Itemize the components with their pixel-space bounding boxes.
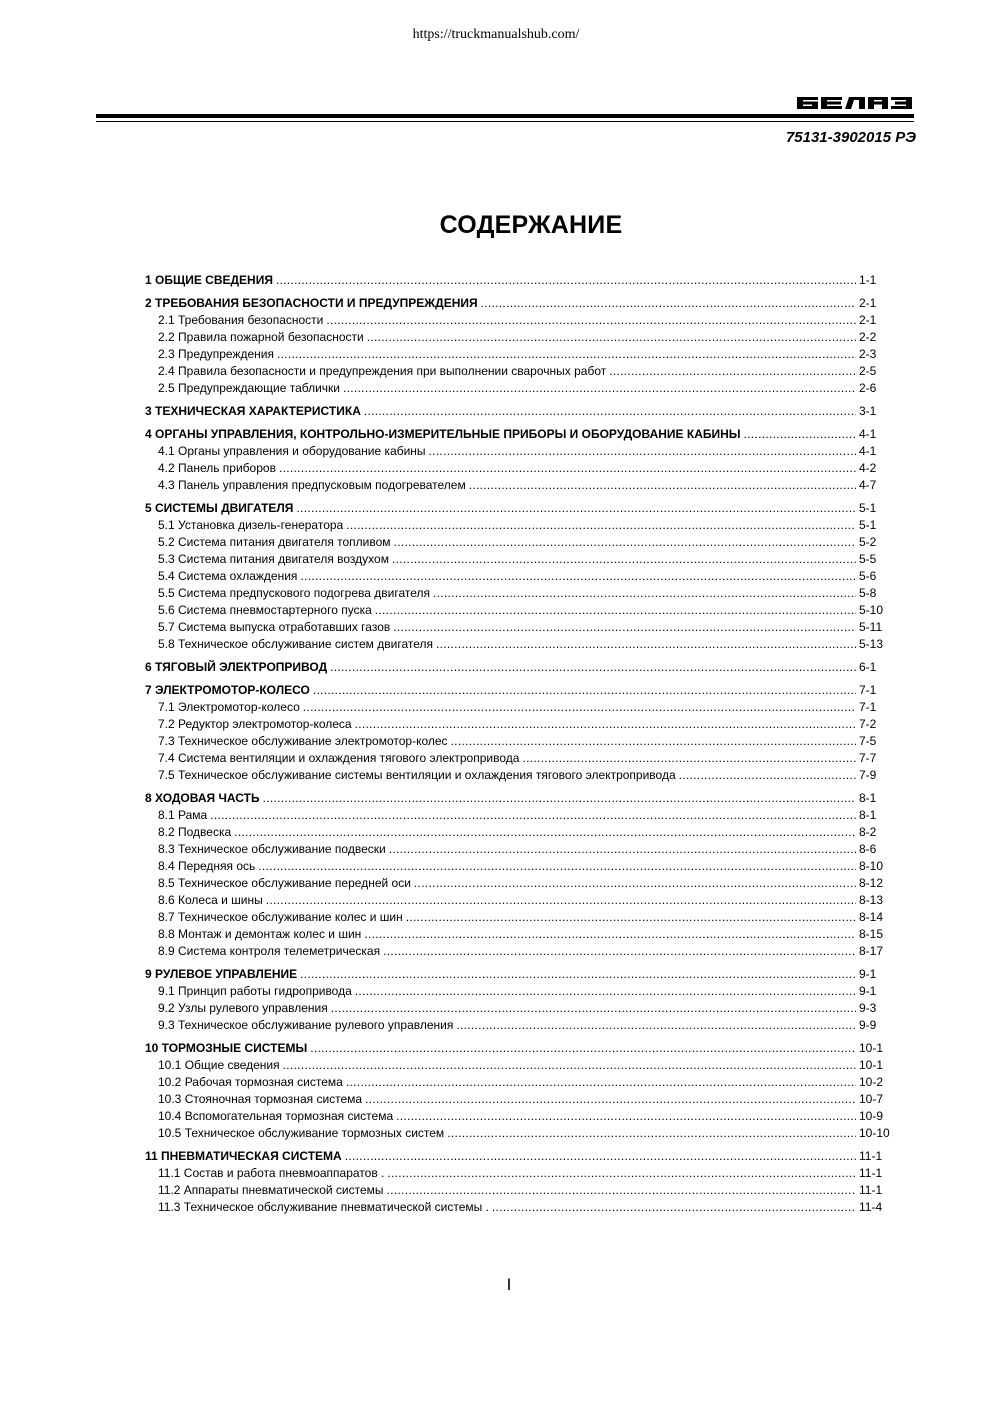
toc-entry-label: 5.8 Техническое обслуживание систем двигателя [158, 637, 433, 651]
toc-entry-page: 4-1 [859, 444, 877, 458]
dot-leader [429, 443, 856, 460]
toc-subsection-entry[interactable] [145, 716, 893, 733]
toc-subsection-entry[interactable] [145, 1057, 893, 1074]
toc-entry-page: 10-10 [859, 1126, 890, 1140]
toc-entry-label: 10.1 Общие сведения [158, 1058, 280, 1072]
toc-entry-label: 8.5 Техническое обслуживание передней оси [158, 876, 411, 890]
toc-entry-page: 7-2 [859, 717, 877, 731]
toc-entry-label: 9.2 Узлы рулевого управления [158, 1001, 328, 1015]
toc-subsection-entry[interactable] [145, 1000, 893, 1017]
toc-entry-page: 4-1 [859, 427, 877, 441]
dot-leader [364, 403, 856, 420]
dot-leader [522, 750, 856, 767]
toc-subsection-entry[interactable] [145, 443, 893, 460]
toc-entry-page: 8-13 [859, 893, 884, 907]
toc-entry-label: 2 ТРЕБОВАНИЯ БЕЗОПАСНОСТИ И ПРЕДУПРЕЖДЕНИЯ [145, 296, 478, 310]
dot-leader [279, 460, 856, 477]
toc-entry-label: 7.3 Техническое обслуживание электромотор-колес [158, 734, 448, 748]
toc-entry-label: 9.1 Принцип работы гидропривода [158, 984, 352, 998]
toc-section [145, 659, 893, 676]
toc-entry-page: 5-11 [859, 620, 883, 634]
toc-subsection-entry[interactable] [145, 807, 893, 824]
toc-entry-label: 3 ТЕХНИЧЕСКАЯ ХАРАКТЕРИСТИКА [145, 404, 361, 418]
dot-leader [609, 363, 856, 380]
belaz-logo [797, 97, 912, 109]
toc-subsection-entry[interactable] [145, 460, 893, 477]
dot-leader [283, 1057, 856, 1074]
toc-subsection-entry[interactable] [145, 858, 893, 875]
toc-entry-label: 8.7 Техническое обслуживание колес и шин [158, 910, 403, 924]
toc-subsection-entry[interactable] [145, 1165, 893, 1182]
toc-entry-label: 4.2 Панель приборов [158, 461, 276, 475]
toc-entry-label: 7.1 Электромотор-колесо [158, 700, 300, 714]
toc-subsection-entry[interactable] [145, 733, 893, 750]
toc-entry-label: 11.3 Техническое обслуживание пневматической системы . [158, 1200, 489, 1214]
dot-leader [679, 767, 856, 784]
toc-entry-label: 2.2 Правила пожарной безопасности [158, 330, 364, 344]
toc-entry-page: 7-1 [859, 700, 877, 714]
dot-leader [276, 272, 856, 289]
toc-section [145, 790, 893, 960]
toc-subsection-entry[interactable] [145, 750, 893, 767]
document-number: 75131-3902015 РЭ [785, 129, 916, 146]
toc-entry-page: 2-3 [859, 347, 877, 361]
toc-entry-label: 11 ПНЕВМАТИЧЕСКАЯ СИСТЕМА [145, 1149, 342, 1163]
toc-subsection-entry[interactable] [145, 312, 893, 329]
toc-subsection-entry[interactable] [145, 534, 893, 551]
toc-subsection-entry[interactable] [145, 1199, 893, 1216]
toc-entry-page: 5-8 [859, 586, 877, 600]
toc-entry-page: 5-2 [859, 535, 877, 549]
dot-leader [300, 966, 856, 983]
toc-entry-label: 5.1 Установка дизель-генератора [158, 518, 344, 532]
dot-leader [744, 426, 856, 443]
toc-entry-page: 8-6 [859, 842, 877, 856]
toc-chapter-entry[interactable] [145, 966, 893, 983]
header-rule-thick [96, 114, 914, 118]
toc-chapter-entry[interactable] [145, 426, 893, 443]
toc-subsection-entry[interactable] [145, 909, 893, 926]
toc-subsection-entry[interactable] [145, 380, 893, 397]
toc-subsection-entry[interactable] [145, 568, 893, 585]
dot-leader [303, 699, 856, 716]
toc-entry-page: 5-13 [859, 637, 884, 651]
toc-entry-label: 11.1 Состав и работа пневмоаппаратов . [158, 1166, 385, 1180]
toc-entry-label: 1 ОБЩИЕ СВЕДЕНИЯ [145, 273, 273, 287]
toc-entry-page: 5-10 [859, 603, 884, 617]
toc-section [145, 1040, 893, 1142]
toc-entry-page: 10-1 [859, 1058, 884, 1072]
toc-section [145, 272, 893, 289]
toc-subsection-entry[interactable] [145, 699, 893, 716]
toc-subsection-entry[interactable] [145, 585, 893, 602]
toc-entry-page: 10-7 [859, 1092, 884, 1106]
toc-entry-page: 11-1 [859, 1183, 883, 1197]
toc-subsection-entry[interactable] [145, 767, 893, 784]
dot-leader [313, 682, 856, 699]
toc-subsection-entry[interactable] [145, 1074, 893, 1091]
dot-leader [456, 1017, 856, 1034]
dot-leader [436, 636, 856, 653]
toc-section [145, 426, 893, 494]
toc-entry-label: 11.2 Аппараты пневматической системы [158, 1183, 384, 1197]
toc-subsection-entry[interactable] [145, 824, 893, 841]
toc-section [145, 295, 893, 397]
toc-subsection-entry[interactable] [145, 892, 893, 909]
toc-entry-page: 5-5 [859, 552, 877, 566]
dot-leader [451, 733, 856, 750]
dot-leader [396, 1108, 856, 1125]
toc-subsection-entry[interactable] [145, 346, 893, 363]
dot-leader [375, 602, 856, 619]
toc-entry-label: 5.5 Система предпускового подогрева двигателя [158, 586, 431, 600]
toc-chapter-entry[interactable] [145, 272, 893, 289]
toc-entry-page: 4-2 [859, 461, 877, 475]
toc-entry-page: 9-3 [859, 1001, 877, 1015]
toc-entry-label: 10.4 Вспомогательная тормозная система [158, 1109, 394, 1123]
toc-entry-page: 8-10 [859, 859, 884, 873]
toc-entry-page: 11-1 [859, 1166, 883, 1180]
toc-entry-page: 7-7 [859, 751, 877, 765]
toc-entry-label: 8.6 Колеса и шины [158, 893, 263, 907]
toc-entry-page: 10-2 [859, 1075, 884, 1089]
toc-entry-page: 8-1 [859, 791, 877, 805]
toc-chapter-entry[interactable] [145, 682, 893, 699]
toc-entry-page: 1-1 [859, 273, 877, 287]
toc-entry-label: 8.9 Система контроля телеметрическая [158, 944, 381, 958]
toc-entry-page: 9-1 [859, 984, 877, 998]
header-rule-thin [96, 121, 914, 122]
toc-entry-page: 2-5 [859, 364, 877, 378]
toc-chapter-entry[interactable] [145, 1148, 893, 1165]
toc-entry-page: 7-5 [859, 734, 877, 748]
toc-entry-label: 8.4 Передняя ось [158, 859, 256, 873]
toc-subsection-entry[interactable] [145, 875, 893, 892]
dot-leader [383, 943, 856, 960]
page-title: СОДЕРЖАНИЕ [439, 211, 623, 239]
dot-leader [433, 585, 856, 602]
toc-subsection-entry[interactable] [145, 1182, 893, 1199]
toc-entry-page: 9-1 [859, 967, 877, 981]
dot-leader [277, 346, 856, 363]
dot-leader [469, 477, 856, 494]
toc-entry-label: 7.4 Система вентиляции и охлаждения тягового электропривода [158, 751, 520, 765]
dot-leader [266, 892, 856, 909]
dot-leader [394, 534, 856, 551]
toc-subsection-entry[interactable] [145, 1017, 893, 1034]
dot-leader [414, 875, 856, 892]
dot-leader [330, 659, 856, 676]
toc-entry-page: 10-1 [859, 1041, 884, 1055]
dot-leader [355, 983, 856, 1000]
toc-chapter-entry[interactable] [145, 403, 893, 420]
toc-chapter-entry[interactable] [145, 659, 893, 676]
toc-entry-page: 5-1 [859, 501, 877, 515]
toc-entry-page: 3-1 [859, 404, 877, 418]
toc-entry-label: 2.1 Требования безопасности [158, 313, 324, 327]
toc-entry-label: 5.4 Система охлаждения [158, 569, 298, 583]
toc-subsection-entry[interactable] [145, 551, 893, 568]
toc-entry-page: 5-6 [859, 569, 877, 583]
toc-subsection-entry[interactable] [145, 636, 893, 653]
toc-entry-page: 8-2 [859, 825, 877, 839]
toc-entry-label: 4 ОРГАНЫ УПРАВЛЕНИЯ, КОНТРОЛЬНО-ИЗМЕРИТЕЛЬНЫЕ ПРИБОРЫ И ОБОРУДОВАНИЕ КАБИНЫ [145, 427, 741, 441]
toc-entry-label: 5.3 Система питания двигателя воздухом [158, 552, 389, 566]
toc-subsection-entry[interactable] [145, 841, 893, 858]
dot-leader [331, 1000, 856, 1017]
toc-entry-page: 8-1 [859, 808, 877, 822]
toc-subsection-entry[interactable] [145, 517, 893, 534]
toc-section [145, 500, 893, 653]
toc-subsection-entry[interactable] [145, 363, 893, 380]
toc-subsection-entry[interactable] [145, 1091, 893, 1108]
toc-entry-page: 6-1 [859, 660, 877, 674]
toc-entry-label: 2.3 Предупреждения [158, 347, 274, 361]
toc-entry-label: 10.3 Стояночная тормозная система [158, 1092, 363, 1106]
toc-entry-label: 8.1 Рама [158, 808, 208, 822]
toc-entry-label: 8.2 Подвеска [158, 825, 232, 839]
dot-leader [263, 790, 856, 807]
dot-leader [343, 380, 856, 397]
toc-entry-label: 4.1 Органы управления и оборудование кабины [158, 444, 426, 458]
dot-leader [210, 807, 856, 824]
toc-subsection-entry[interactable] [145, 1108, 893, 1125]
toc-chapter-entry[interactable] [145, 295, 893, 312]
dot-leader [326, 312, 856, 329]
toc-subsection-entry[interactable] [145, 602, 893, 619]
toc-entry-label: 7.5 Техническое обслуживание системы вентиляции и охлаждения тягового электропривода [158, 768, 676, 782]
dot-leader [447, 1125, 856, 1142]
dot-leader [365, 1091, 856, 1108]
toc-entry-page: 10-9 [859, 1109, 884, 1123]
dot-leader [258, 858, 856, 875]
toc-subsection-entry[interactable] [145, 329, 893, 346]
toc-subsection-entry[interactable] [145, 1125, 893, 1142]
dot-leader [364, 926, 856, 943]
dot-leader [389, 841, 856, 858]
toc-entry-label: 10 ТОРМОЗНЫЕ СИСТЕМЫ [145, 1041, 308, 1055]
dot-leader [481, 295, 856, 312]
toc-subsection-entry[interactable] [145, 926, 893, 943]
toc-entry-label: 8.3 Техническое обслуживание подвески [158, 842, 386, 856]
dot-leader [367, 329, 856, 346]
toc-entry-label: 9.3 Техническое обслуживание рулевого управления [158, 1018, 454, 1032]
dot-leader [355, 716, 856, 733]
toc-entry-label: 10.5 Техническое обслуживание тормозных систем [158, 1126, 445, 1140]
toc-subsection-entry[interactable] [145, 943, 893, 960]
toc-entry-page: 8-12 [859, 876, 884, 890]
toc-entry-page: 4-7 [859, 478, 877, 492]
dot-leader [234, 824, 856, 841]
toc-section [145, 1148, 893, 1216]
toc-section [145, 403, 893, 420]
dot-leader [492, 1199, 856, 1216]
toc-entry-label: 8 ХОДОВАЯ ЧАСТЬ [145, 791, 260, 805]
toc-entry-page: 11-1 [859, 1149, 883, 1163]
toc-entry-page: 9-9 [859, 1018, 877, 1032]
toc-entry-label: 10.2 Рабочая тормозная система [158, 1075, 343, 1089]
toc-subsection-entry[interactable] [145, 477, 893, 494]
toc-chapter-entry[interactable] [145, 1040, 893, 1057]
toc-entry-page: 8-15 [859, 927, 884, 941]
toc-entry-page: 7-9 [859, 768, 877, 782]
dot-leader [346, 1074, 856, 1091]
dot-leader [393, 619, 856, 636]
dot-leader [346, 517, 856, 534]
toc-entry-page: 2-1 [859, 296, 877, 310]
toc-entry-label: 9 РУЛЕВОЕ УПРАВЛЕНИЕ [145, 967, 298, 981]
toc-entry-label: 2.4 Правила безопасности и предупреждения при выполнении сварочных работ [158, 364, 607, 378]
toc-section [145, 966, 893, 1034]
toc-subsection-entry[interactable] [145, 983, 893, 1000]
toc-entry-label: 7 ЭЛЕКТРОМОТОР-КОЛЕСО [145, 683, 310, 697]
toc-chapter-entry[interactable] [145, 500, 893, 517]
toc-entry-label: 8.8 Монтаж и демонтаж колес и шин [158, 927, 362, 941]
toc-section [145, 682, 893, 784]
toc-entry-page: 8-17 [859, 944, 884, 958]
dot-leader [310, 1040, 856, 1057]
dot-leader [406, 909, 856, 926]
dot-leader [387, 1165, 856, 1182]
toc-entry-page: 5-1 [859, 518, 877, 532]
dot-leader [345, 1148, 856, 1165]
toc-entry-label: 2.5 Предупреждающие таблички [158, 381, 341, 395]
dot-leader [300, 568, 856, 585]
toc-entry-label: 6 ТЯГОВЫЙ ЭЛЕКТРОПРИВОД [145, 660, 328, 674]
toc-entry-page: 8-14 [859, 910, 884, 924]
toc-subsection-entry[interactable] [145, 619, 893, 636]
toc-chapter-entry[interactable] [145, 790, 893, 807]
toc-entry-page: 2-6 [859, 381, 877, 395]
toc-entry-label: 7.2 Редуктор электромотор-колеса [158, 717, 352, 731]
toc-entry-page: 2-2 [859, 330, 877, 344]
toc-entry-label: 5 СИСТЕМЫ ДВИГАТЕЛЯ [145, 501, 294, 515]
source-url: https://truckmanualshub.com/ [412, 27, 580, 42]
toc-entry-page: 2-1 [859, 313, 877, 327]
toc-entry-page: 7-1 [859, 683, 877, 697]
toc-entry-label: 4.3 Панель управления предпусковым подогревателем [158, 478, 466, 492]
dot-leader [387, 1182, 856, 1199]
dot-leader [392, 551, 856, 568]
table-of-contents [145, 272, 893, 1222]
toc-entry-label: 5.6 Система пневмостартерного пуска [158, 603, 372, 617]
toc-entry-page: 11-4 [859, 1200, 883, 1214]
toc-entry-label: 5.7 Система выпуска отработавших газов [158, 620, 391, 634]
toc-entry-label: 5.2 Система питания двигателя топливом [158, 535, 391, 549]
dot-leader [296, 500, 856, 517]
page-number: I [506, 1275, 512, 1294]
